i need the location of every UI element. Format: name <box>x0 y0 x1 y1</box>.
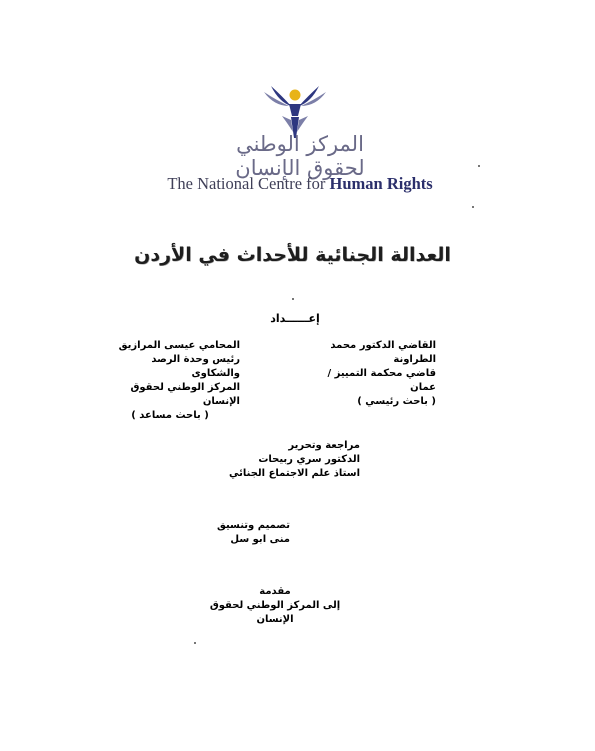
logo-english-name <box>150 174 450 194</box>
review-heading: مراجعة وتحرير <box>288 440 360 451</box>
principal-researcher-note: ( باحث رئيسي ) <box>357 396 436 407</box>
designer-name: منى ابو سل <box>230 534 290 545</box>
assistant-researcher-role: رئيس وحدة الرصد والشكاوى <box>151 354 240 379</box>
prepared-by-heading: إعــــــداد <box>270 312 320 325</box>
presented-heading: مقدمة <box>259 586 291 597</box>
logo-english-prefix: The National Centre for <box>167 174 326 193</box>
logo-arabic-name: المركز الوطني لحقوق الإنسان <box>235 132 365 180</box>
assistant-researcher-block <box>100 339 240 423</box>
assistant-researcher-note: ( باحث مساعد ) <box>131 410 209 421</box>
presented-to: إلى المركز الوطني لحقوق الإنسان <box>209 600 341 625</box>
assistant-researcher-org: المركز الوطني لحقوق الإنسان <box>130 382 240 407</box>
design-heading: تصميم وتنسيق <box>216 520 290 531</box>
review-block <box>180 439 360 481</box>
document-title: العدالة الجنائية للأحداث في الأردن <box>134 244 451 266</box>
scan-speck <box>292 298 294 300</box>
logo-english-emphasis: Human Rights <box>329 174 433 193</box>
presented-block <box>200 585 350 627</box>
principal-researcher-name: القاضي الدكتور محمد الطراونة <box>330 340 436 365</box>
principal-researcher-role: قاضي محكمة التمييز / عمان <box>327 368 436 393</box>
reviewer-name: الدكتور سري ربيحات <box>258 454 360 465</box>
design-block <box>180 519 290 547</box>
reviewer-role: استاذ علم الاجتماع الجنائي <box>229 468 360 479</box>
principal-researcher-block <box>300 339 436 409</box>
scan-speck <box>478 165 480 167</box>
logo-body <box>289 104 301 116</box>
human-figure-logo-icon <box>262 80 328 140</box>
assistant-researcher-name: المحامي عيسى المرازيق <box>118 340 240 351</box>
scan-speck <box>194 642 196 644</box>
scan-speck <box>472 206 474 208</box>
logo-head <box>290 90 301 101</box>
